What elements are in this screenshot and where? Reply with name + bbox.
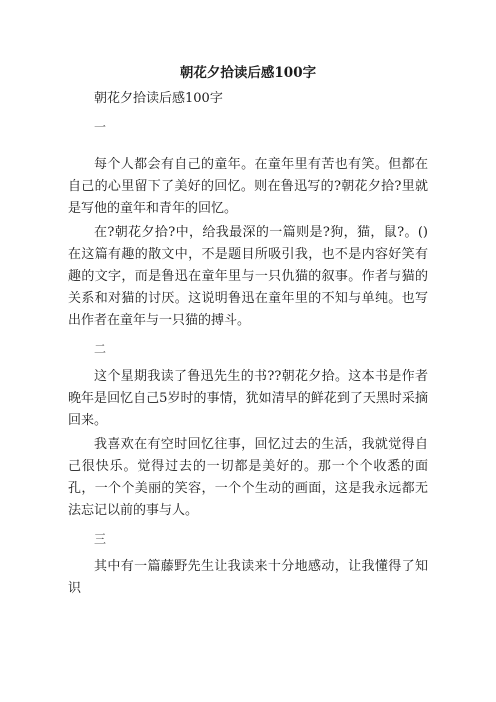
section-1: [68, 116, 428, 332]
paragraph: 在?朝花夕拾?中，给我最深的一篇则是?狗，猫，鼠?。()在这篇有趣的散文中，不是题目所吸引我，也不是内容好笑有趣的文字，而是鲁迅在童年里与一只仇猫的叙事。作者与猫的关系和对猫的讨厌。这说明鲁迅在童年里的不知与单纯。也写出作者在童年与一只猫的搏斗。: [68, 225, 428, 328]
section-2: [68, 338, 428, 522]
section-mark: 一: [94, 120, 107, 134]
document-subtitle: 朝花夕拾读后感100字: [94, 91, 223, 106]
section-mark: 二: [94, 342, 107, 356]
document-title: 朝花夕拾读后感100字: [179, 65, 317, 81]
paragraph: 其中有一篇藤野先生让我读来十分地感动，让我懂得了知识: [68, 559, 428, 596]
section-spacer: [68, 144, 428, 154]
paragraph: 我喜欢在有空时回忆往事，回忆过去的生活，我就觉得自己很快乐。觉得过去的一切都是美好的。那一个个收悉的面孔，一个个美丽的笑容，一个个生动的画面，这是我永远都无法忘记以前的事与人。: [68, 437, 428, 518]
paragraph: 这个星期我读了鲁迅先生的书??朝花夕拾。这本书是作者晚年是回忆自己5岁时的事情，犹如清早的鲜花到了天黑时采摘回来。: [68, 369, 428, 428]
section-mark: 三: [94, 532, 107, 546]
section-3: [68, 528, 428, 600]
paragraph: 每个人都会有自己的童年。在童年里有苦也有笑。但都在自己的心里留下了美好的回忆。则在鲁迅写的?朝花夕拾?里就是写他的童年和青年的回忆。: [68, 157, 428, 216]
